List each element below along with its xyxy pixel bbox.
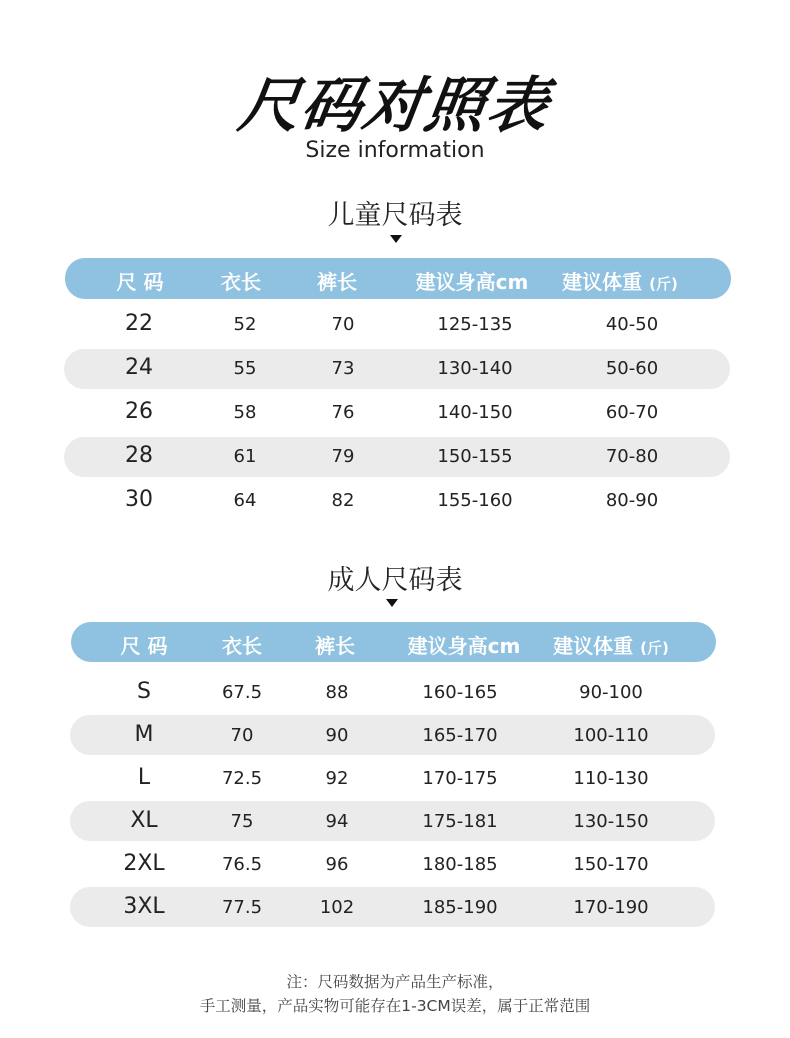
header-top-length: 衣长	[221, 270, 261, 294]
header-weight: 建议体重 (斤)	[562, 270, 678, 294]
header-size: 尺 码	[116, 270, 164, 294]
down-arrow-icon	[390, 235, 402, 243]
table-cell: 70	[331, 314, 355, 335]
table-cell: 52	[233, 314, 257, 335]
table-cell: 130-140	[437, 358, 513, 379]
table-cell: 61	[233, 446, 257, 467]
header-height: 建议身高cm	[407, 634, 521, 658]
table-cell: 28	[125, 443, 153, 468]
table-cell: 82	[331, 490, 355, 511]
kids-table-header	[65, 258, 731, 299]
table-cell: 180-185	[422, 854, 498, 875]
table-row	[64, 481, 730, 521]
table-row	[70, 887, 715, 927]
table-row	[70, 844, 715, 884]
table-row	[64, 437, 730, 477]
table-cell: 64	[233, 490, 257, 511]
header-top-length: 衣长	[222, 634, 262, 658]
table-cell: M	[134, 722, 154, 747]
table-cell: 102	[319, 897, 355, 918]
adults-section-title: 成人尺码表	[327, 565, 463, 596]
table-cell: S	[137, 679, 151, 704]
table-cell: 185-190	[422, 897, 498, 918]
table-row	[70, 758, 715, 798]
table-cell: 90	[325, 725, 349, 746]
table-cell: 170-190	[573, 897, 649, 918]
table-cell: 110-130	[573, 768, 649, 789]
footnote-line-2: 手工测量，产品实物可能存在1-3CM误差，属于正常范围	[199, 997, 591, 1015]
table-cell: 80-90	[605, 490, 659, 511]
table-cell: 22	[125, 311, 153, 336]
table-cell: 94	[325, 811, 349, 832]
table-cell: XL	[130, 808, 158, 833]
table-cell: 55	[233, 358, 257, 379]
table-cell: 79	[331, 446, 355, 467]
table-row	[64, 393, 730, 433]
table-cell: 26	[125, 399, 153, 424]
table-cell: 150-155	[437, 446, 513, 467]
header-pants-length: 裤长	[315, 634, 355, 658]
table-cell: 100-110	[573, 725, 649, 746]
table-cell: 155-160	[437, 490, 513, 511]
table-cell: 73	[331, 358, 355, 379]
table-cell: 3XL	[123, 894, 165, 919]
down-arrow-icon	[386, 599, 398, 607]
table-cell: 58	[233, 402, 257, 423]
header-pants-length: 裤长	[317, 270, 357, 294]
table-cell: 92	[325, 768, 349, 789]
table-cell: 125-135	[437, 314, 513, 335]
page-subtitle: Size information	[305, 138, 485, 163]
table-cell: 75	[230, 811, 254, 832]
table-cell: 130-150	[573, 811, 649, 832]
table-cell: 96	[325, 854, 349, 875]
table-cell: 140-150	[437, 402, 513, 423]
header-weight: 建议体重 (斤)	[553, 634, 669, 658]
table-cell: 77.5	[221, 897, 263, 918]
table-cell: 2XL	[123, 851, 165, 876]
table-cell: 24	[125, 355, 153, 380]
table-row	[70, 672, 715, 712]
adults-table-header	[71, 622, 716, 662]
table-cell: L	[137, 765, 151, 790]
table-cell: 72.5	[221, 768, 263, 789]
table-cell: 160-165	[422, 682, 498, 703]
table-cell: 175-181	[422, 811, 498, 832]
table-cell: 170-175	[422, 768, 498, 789]
table-cell: 165-170	[422, 725, 498, 746]
table-cell: 150-170	[573, 854, 649, 875]
table-cell: 70	[230, 725, 254, 746]
footnote-line-1: 注：尺码数据为产品生产标准，	[286, 973, 504, 991]
table-row	[70, 715, 715, 755]
table-cell: 40-50	[605, 314, 659, 335]
table-row	[64, 349, 730, 389]
table-cell: 88	[325, 682, 349, 703]
kids-section-title: 儿童尺码表	[327, 200, 463, 231]
header-height: 建议身高cm	[415, 270, 529, 294]
table-cell: 76.5	[221, 854, 263, 875]
table-cell: 70-80	[605, 446, 659, 467]
table-cell: 67.5	[221, 682, 263, 703]
table-cell: 90-100	[579, 682, 643, 703]
table-cell: 60-70	[605, 402, 659, 423]
table-row	[64, 305, 730, 345]
table-cell: 76	[331, 402, 355, 423]
page-title: 尺码对照表	[234, 71, 555, 141]
table-cell: 50-60	[605, 358, 659, 379]
table-row	[70, 801, 715, 841]
header-size: 尺 码	[120, 634, 168, 658]
table-cell: 30	[125, 487, 153, 512]
